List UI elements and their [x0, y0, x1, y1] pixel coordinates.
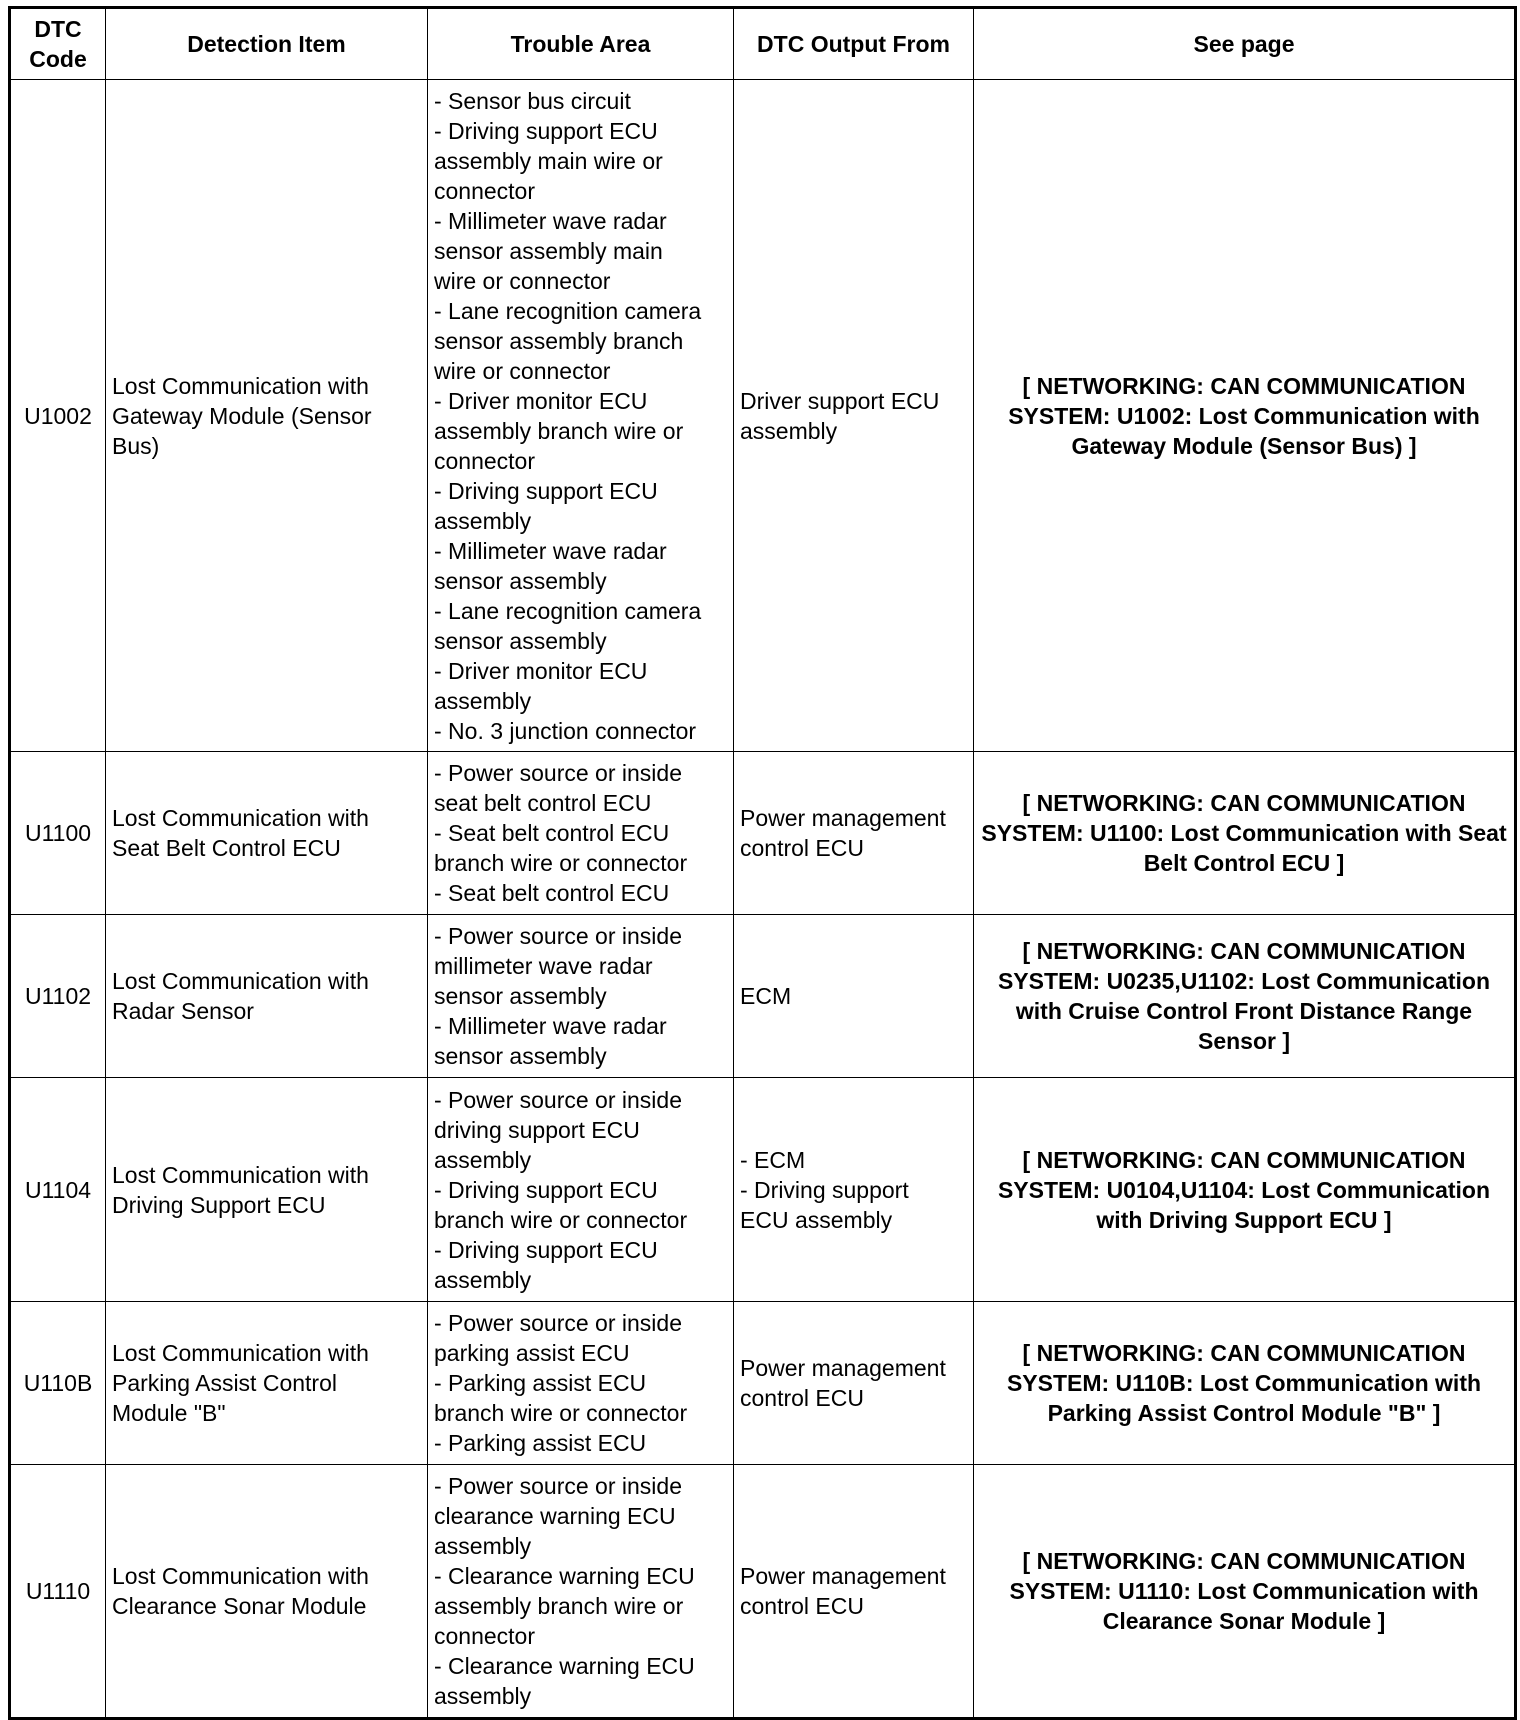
dtc-code-cell: U1104 [10, 1078, 106, 1302]
dtc-output-from-cell: Power management control ECU [734, 1302, 974, 1465]
see-page-link[interactable]: [ NETWORKING: CAN COMMUNICATION SYSTEM: U1002: Lost Communication with Gateway Module (Sensor Bus) ] [974, 80, 1516, 752]
trouble-area-cell: - Power source or inside seat belt control ECU - Seat belt control ECU branch wire or connector - Seat belt control ECU [428, 752, 734, 915]
see-page-link[interactable]: [ NETWORKING: CAN COMMUNICATION SYSTEM: U0104,U1104: Lost Communication with Driving Support ECU ] [974, 1078, 1516, 1302]
dtc-table [8, 6, 1517, 1720]
detection-item-cell: Lost Communication with Seat Belt Control ECU [106, 752, 428, 915]
dtc-code-cell: U1100 [10, 752, 106, 915]
dtc-code-cell: U1002 [10, 80, 106, 752]
dtc-code-cell: U1102 [10, 915, 106, 1078]
see-page-link[interactable]: [ NETWORKING: CAN COMMUNICATION SYSTEM: U1110: Lost Communication with Clearance Sonar Module ] [974, 1465, 1516, 1719]
table-row [10, 80, 1516, 752]
table-row [10, 752, 1516, 915]
header-see-page: See page [974, 8, 1516, 80]
trouble-area-cell: - Power source or inside millimeter wave radar sensor assembly - Millimeter wave radar sensor assembly [428, 915, 734, 1078]
trouble-area-cell: - Power source or inside parking assist ECU - Parking assist ECU branch wire or connector - Parking assist ECU [428, 1302, 734, 1465]
see-page-link[interactable]: [ NETWORKING: CAN COMMUNICATION SYSTEM: U0235,U1102: Lost Communication with Cruise Control Front Distance Range Sensor ] [974, 915, 1516, 1078]
dtc-output-from-cell: Power management control ECU [734, 752, 974, 915]
detection-item-cell: Lost Communication with Parking Assist Control Module "B" [106, 1302, 428, 1465]
dtc-code-cell: U1110 [10, 1465, 106, 1719]
detection-item-cell: Lost Communication with Clearance Sonar Module [106, 1465, 428, 1719]
detection-item-cell: Lost Communication with Driving Support ECU [106, 1078, 428, 1302]
header-trouble-area: Trouble Area [428, 8, 734, 80]
dtc-output-from-cell: Power management control ECU [734, 1465, 974, 1719]
header-detection-item: Detection Item [106, 8, 428, 80]
table-row [10, 1078, 1516, 1302]
dtc-code-cell: U110B [10, 1302, 106, 1465]
detection-item-cell: Lost Communication with Radar Sensor [106, 915, 428, 1078]
trouble-area-cell: - Sensor bus circuit - Driving support ECU assembly main wire or connector - Millimeter wave radar sensor assembly main wire or connector - Lane recognition camera sensor assembly branch wire or connector - Driver monitor ECU assembly branch wire or connector - Driving support ECU assembly - Millimeter wave radar sensor assembly - Lane recognition camera sensor assembly - Driver monitor ECU assembly - No. 3 junction connector [428, 80, 734, 752]
dtc-output-from-cell: Driver support ECU assembly [734, 80, 974, 752]
table-row [10, 1302, 1516, 1465]
trouble-area-cell: - Power source or inside driving support ECU assembly - Driving support ECU branch wire or connector - Driving support ECU assembly [428, 1078, 734, 1302]
dtc-output-from-cell: - ECM - Driving support ECU assembly [734, 1078, 974, 1302]
header-dtc-code: DTC Code [10, 8, 106, 80]
see-page-link[interactable]: [ NETWORKING: CAN COMMUNICATION SYSTEM: U110B: Lost Communication with Parking Assist Control Module "B" ] [974, 1302, 1516, 1465]
table-header-row [10, 8, 1516, 80]
table-row [10, 915, 1516, 1078]
header-dtc-output-from: DTC Output From [734, 8, 974, 80]
dtc-output-from-cell: ECM [734, 915, 974, 1078]
table-row [10, 1465, 1516, 1719]
detection-item-cell: Lost Communication with Gateway Module (Sensor Bus) [106, 80, 428, 752]
see-page-link[interactable]: [ NETWORKING: CAN COMMUNICATION SYSTEM: U1100: Lost Communication with Seat Belt Control ECU ] [974, 752, 1516, 915]
trouble-area-cell: - Power source or inside clearance warning ECU assembly - Clearance warning ECU assembly branch wire or connector - Clearance warning ECU assembly [428, 1465, 734, 1719]
